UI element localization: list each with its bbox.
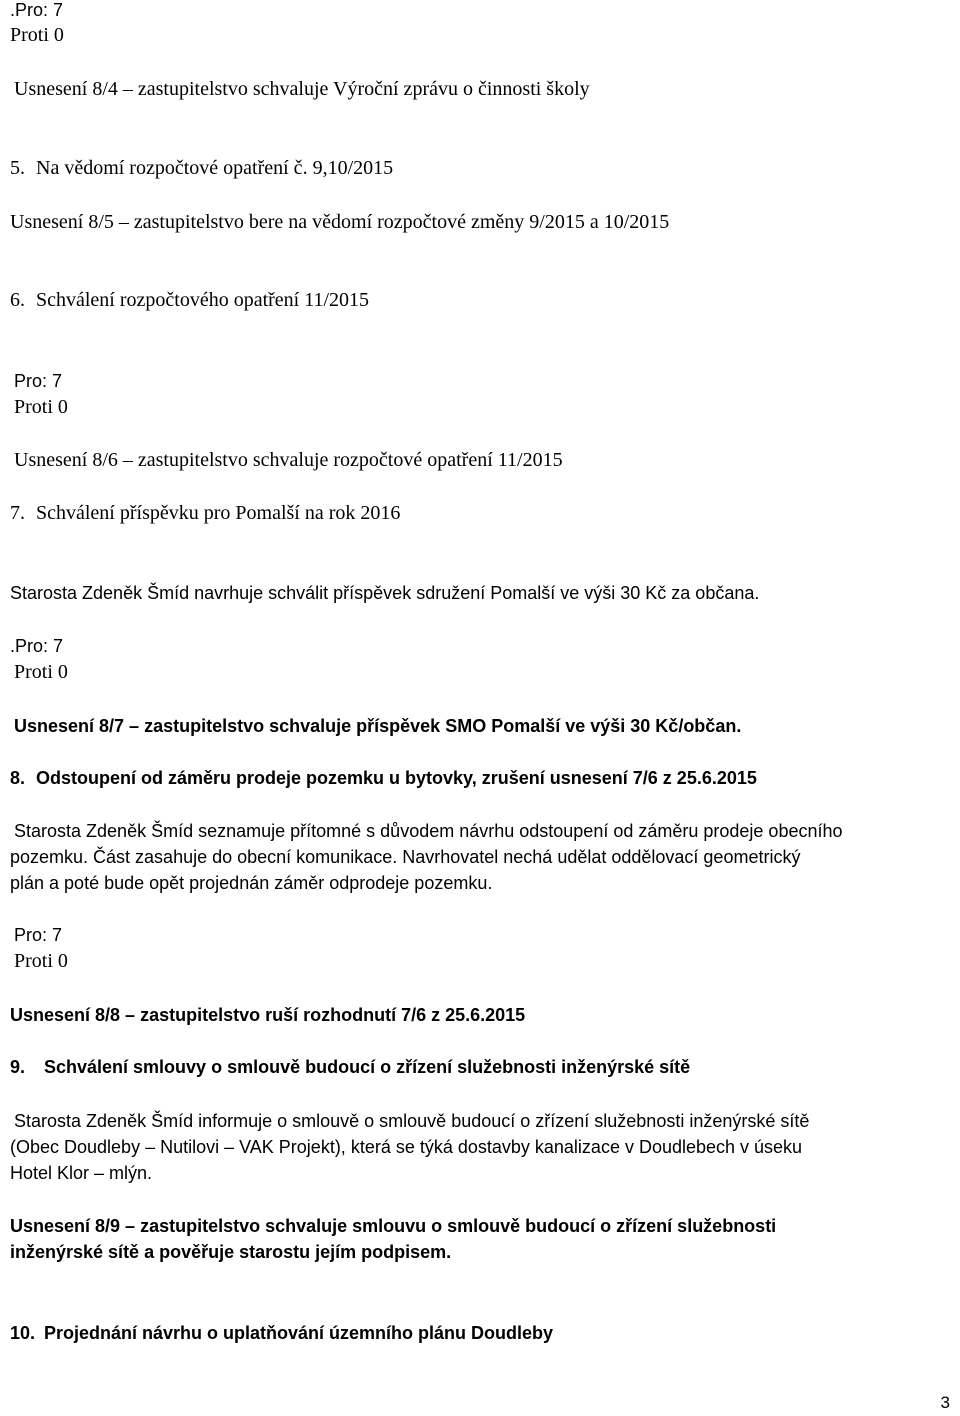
resolution-8-9-line-1: Usnesení 8/9 – zastupitelstvo schvaluje smlouvu o smlouvě budoucí o zřízení služebnosti <box>10 1216 777 1236</box>
agenda-item-6 <box>10 287 369 313</box>
item-9-text-line-1: Starosta Zdeněk Šmíd informuje o smlouvě o smlouvě budoucí o zřízení služebnosti inženýrské sítě <box>14 1111 810 1131</box>
agenda-item-title: Odstoupení od záměru prodeje pozemku u bytovky, zrušení usnesení 7/6 z 25.6.2015 <box>36 768 757 788</box>
vote-pro: .Pro: 7 <box>10 0 64 20</box>
item-8-text-line-2: pozemku. Část zasahuje do obecní komunikace. Navrhovatel nechá udělat oddělovací geometrický <box>10 847 801 867</box>
vote-proti: Proti 0 <box>14 950 68 972</box>
agenda-item-number: 7. <box>10 502 25 524</box>
agenda-item-10 <box>10 1320 553 1346</box>
vote-proti: Proti 0 <box>14 396 68 418</box>
agenda-item-title: Na vědomí rozpočtové opatření č. 9,10/2015 <box>36 157 394 179</box>
agenda-item-title: Schválení příspěvku pro Pomalší na rok 2016 <box>36 502 401 524</box>
item-8-text-line-3: plán a poté bude opět projednán záměr odprodeje pozemku. <box>10 873 493 893</box>
item-9-text-line-3: Hotel Klor – mlýn. <box>10 1163 153 1183</box>
agenda-item-9 <box>10 1054 690 1080</box>
item-8-text-line-1: Starosta Zdeněk Šmíd seznamuje přítomné s důvodem návrhu odstoupení od záměru prodeje obecního <box>14 821 843 841</box>
resolution-8-8: Usnesení 8/8 – zastupitelstvo ruší rozhodnutí 7/6 z 25.6.2015 <box>10 1005 526 1025</box>
vote-proti: Proti 0 <box>14 661 68 683</box>
agenda-item-5 <box>10 155 393 181</box>
agenda-item-8 <box>10 765 757 791</box>
item-7-text: Starosta Zdeněk Šmíd navrhuje schválit příspěvek sdružení Pomalší ve výši 30 Kč za občana. <box>10 583 760 603</box>
vote-pro: .Pro: 7 <box>10 636 64 656</box>
agenda-item-7 <box>10 500 400 526</box>
vote-pro: Pro: 7 <box>14 925 63 945</box>
vote-pro: Pro: 7 <box>14 371 63 391</box>
agenda-item-number: 8. <box>10 768 26 788</box>
resolution-8-6: Usnesení 8/6 – zastupitelstvo schvaluje rozpočtové opatření 11/2015 <box>14 449 563 471</box>
page-number: 3 <box>940 1393 950 1412</box>
agenda-item-number: 6. <box>10 289 25 311</box>
agenda-item-number: 9. <box>10 1057 26 1077</box>
item-9-text-line-2: (Obec Doudleby – Nutilovi – VAK Projekt), která se týká dostavby kanalizace v Doudlebech v úseku <box>10 1137 803 1157</box>
agenda-item-title: Schválení smlouvy o smlouvě budoucí o zřízení služebnosti inženýrské sítě <box>44 1057 691 1077</box>
agenda-item-title: Projednání návrhu o uplatňování územního plánu Doudleby <box>44 1323 554 1343</box>
resolution-8-4: Usnesení 8/4 – zastupitelstvo schvaluje Výroční zprávu o činnosti školy <box>14 78 590 100</box>
agenda-item-title: Schválení rozpočtového opatření 11/2015 <box>36 289 370 311</box>
agenda-item-number: 10. <box>10 1323 36 1343</box>
agenda-item-number: 5. <box>10 157 25 179</box>
resolution-8-7: Usnesení 8/7 – zastupitelstvo schvaluje příspěvek SMO Pomalší ve výši 30 Kč/občan. <box>14 716 742 736</box>
resolution-8-9-line-2: inženýrské sítě a pověřuje starostu jejím podpisem. <box>10 1242 452 1262</box>
resolution-8-5: Usnesení 8/5 – zastupitelstvo bere na vědomí rozpočtové změny 9/2015 a 10/2015 <box>10 211 670 233</box>
vote-proti: Proti 0 <box>10 24 64 46</box>
